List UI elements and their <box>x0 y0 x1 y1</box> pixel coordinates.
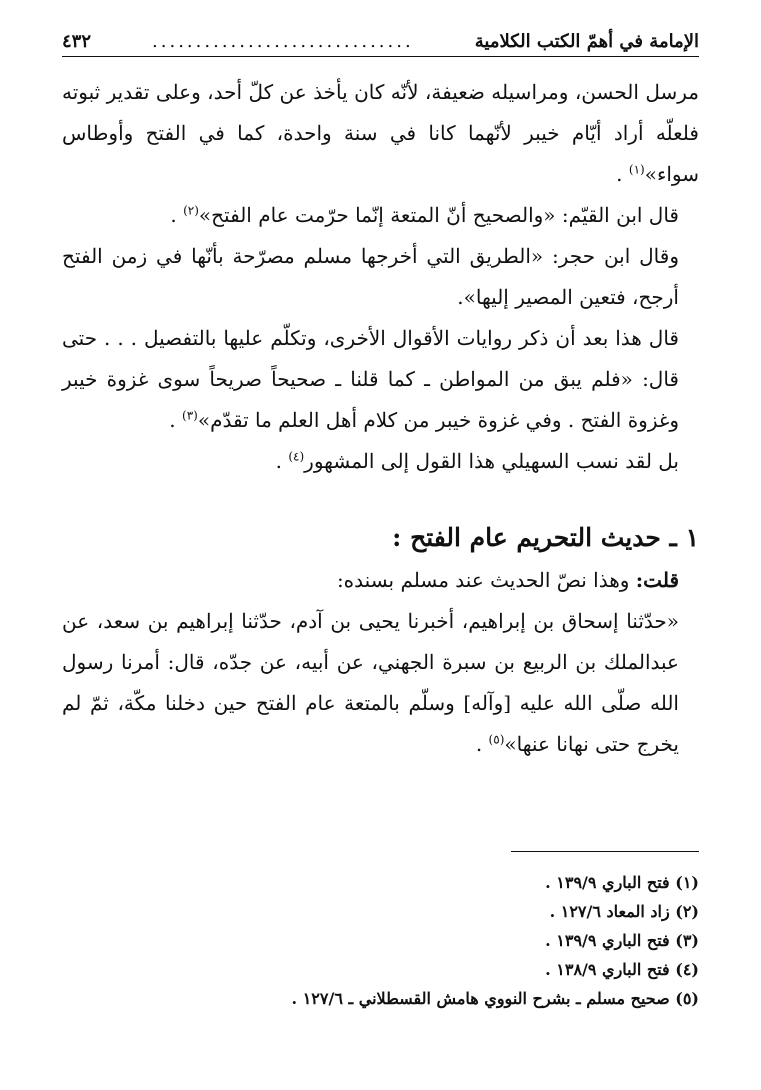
paragraph-5: بل لقد نسب السهيلي هذا القول إلى المشهور$^{(٤)}$ . <box>275 449 679 473</box>
paragraph-2: قال ابن القيّم: «والصحيح أنّ المتعة إنّما حرّمت عام الفتح»$^{(٢)}$ . <box>170 203 679 227</box>
footnote-3: (٣) فتح الباري ١٣٩/٩ . <box>545 931 699 950</box>
footnote-ref-4[interactable]: (٤) <box>288 449 305 464</box>
section-heading: ١ ـ حديث التحريم عام الفتح : <box>392 523 699 552</box>
running-header <box>62 22 699 57</box>
footnote-ref-2[interactable]: (٢) <box>183 203 199 218</box>
footnote-5: (٥) صحيح مسلم ـ بشرح النووي هامش القسطلاني ـ ١٢٧/٦ . <box>291 989 699 1008</box>
header-title: الإمامة في أهمّ الكتب الكلامية <box>474 31 699 52</box>
footnote-4: (٤) فتح الباري ١٣٨/٩ . <box>545 960 699 979</box>
footnote-ref-5[interactable]: (٥) <box>488 732 505 747</box>
page-number: ٤٣٢ <box>62 31 92 52</box>
paragraph-3: وقال ابن حجر: «الطريق التي أخرجها مسلم مصرّحة بأنّها في زمن الفتح أرجح، فتعين المصير إليها». <box>62 244 679 309</box>
intro-line: قلت: وهذا نصّ الحديث عند مسلم بسنده: <box>336 568 679 592</box>
hadith-text: «حدّثنا إسحاق بن إبراهيم، أخبرنا يحيى بن آدم، حدّثنا إبراهيم بن سعد، عن عبدالملك بن الربيع بن سبرة الجهني، عن أبيه، عن جدّه، قال: أمرنا رسول الله صلّى الله عليه [وآله] وسلّم بالمتعة عام الفتح حين دخلنا مكّة، ثمّ لم يخرج حتى نهانا عنها»$^{(٥)}$ . <box>62 609 679 756</box>
main-text <box>62 72 699 765</box>
intro-label: قلت: <box>635 568 679 592</box>
footnote-ref-3[interactable]: (٣) <box>182 408 198 423</box>
footnote-1: (١) فتح الباري ١٣٩/٩ . <box>545 873 699 892</box>
footnote-divider <box>511 851 699 852</box>
paragraph-4: قال هذا بعد أن ذكر روايات الأقوال الأخرى، وتكلّم عليها بالتفصيل . . . حتى قال: «فلم يبق من المواطن ـ كما قلنا ـ صحيحاً صريحاً سوى غزوة خيبر وغزوة الفتح . وفي غزوة خيبر من كلام أهل العلم ما تقدّم»$^{(٣)}$ . <box>62 326 679 432</box>
footnotes <box>62 868 699 1013</box>
header-dots: .............................. <box>152 31 414 52</box>
paragraph-1: مرسل الحسن، ومراسيله ضعيفة، لأنّه كان يأخذ عن كلّ أحد، وعلى تقدير ثبوته فلعلّه أراد أيّام خيبر لأنّهما كانا في سنة واحدة، كما في الفتح وأوطاس سواء»$^{(١)}$ . <box>62 80 699 186</box>
footnote-2: (٢) زاد المعاد ١٢٧/٦ . <box>549 902 699 921</box>
footnote-ref-1[interactable]: (١) <box>628 162 645 177</box>
